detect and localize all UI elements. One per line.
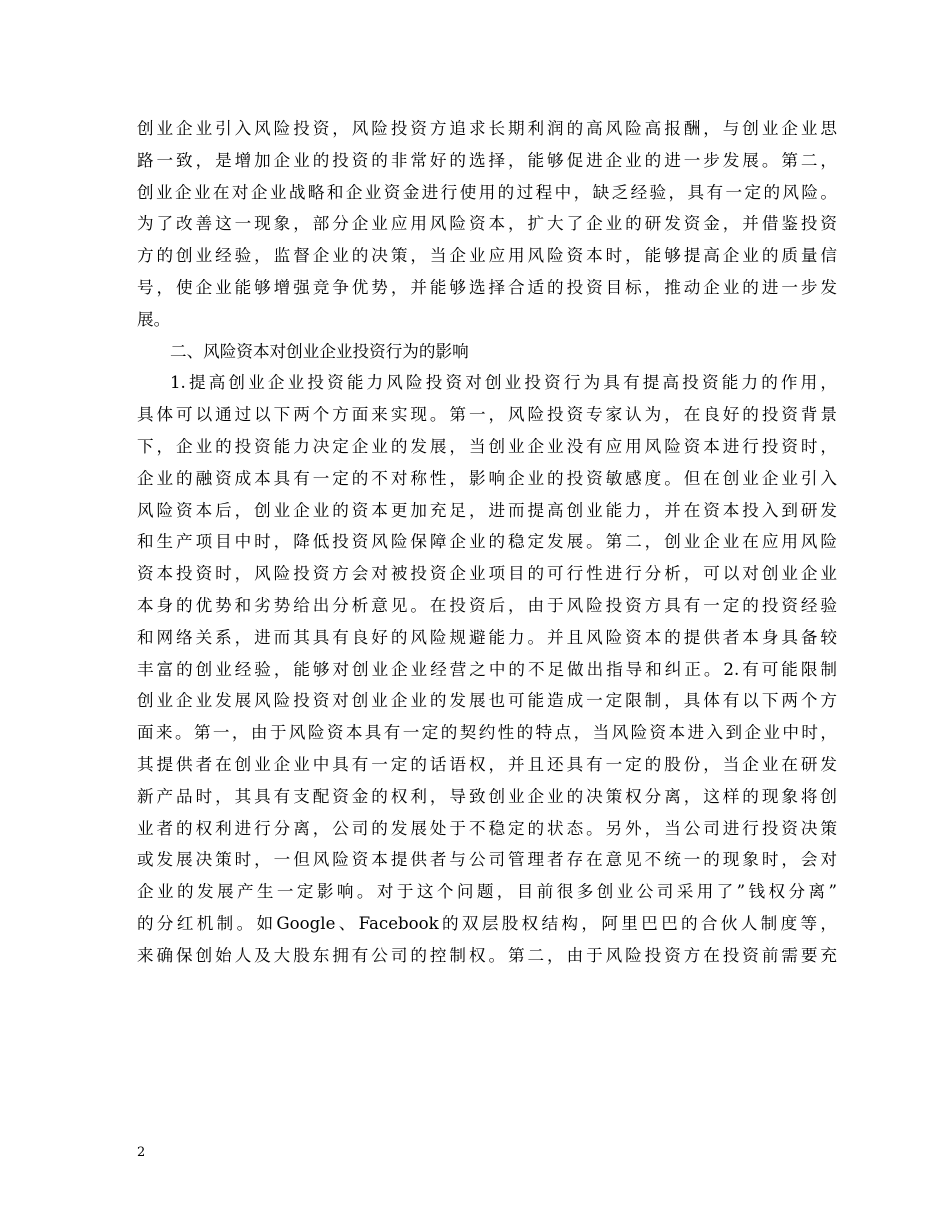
text-line: 资本投资时，风险投资方会对被投资企业项目的可行性进行分析，可以对创业企业: [137, 564, 837, 584]
text-line: 下，企业的投资能力决定企业的发展，当创业企业没有应用风险资本进行投资时，: [137, 436, 837, 456]
text-line: 企业的融资成本具有一定的不对称性，影响企业的投资敏感度。但在创业企业引入: [137, 468, 837, 488]
text-line: 具体可以通过以下两个方面来实现。第一，风险投资专家认为，在良好的投资背景: [137, 405, 837, 425]
text-line: 创业企业发展风险投资对创业企业的发展也可能造成一定限制，具体有以下两个方: [137, 691, 837, 711]
text-line: 来确保创始人及大股东拥有公司的控制权。第二，由于风险投资方在投资前需要充: [137, 945, 837, 965]
text-line: 和网络关系，进而其具有良好的风险规避能力。并且风险资本的提供者本身具备较: [137, 627, 837, 647]
page-number: 2: [137, 1145, 146, 1160]
text-line: 方的创业经验，监督企业的决策，当企业应用风险资本时，能够提高企业的质量信: [137, 246, 837, 266]
text-line: 其提供者在创业企业中具有一定的话语权，并且还具有一定的股份，当企业在研发: [137, 754, 837, 774]
text-line: 丰富的创业经验，能够对创业企业经营之中的不足做出指导和纠正。2.有可能限制: [137, 659, 837, 679]
text-line: 本身的优势和劣势给出分析意见。在投资后，由于风险投资方具有一定的投资经验: [137, 595, 837, 615]
text-line: 新产品时，其具有支配资金的权利，导致创业企业的决策权分离，这样的现象将创: [137, 786, 837, 806]
text-line: 号，使企业能够增强竞争优势，并能够选择合适的投资目标，推动企业的进一步发: [137, 277, 837, 297]
text-line: 为了改善这一现象，部分企业应用风险资本，扩大了企业的研发资金，并借鉴投资: [137, 214, 837, 234]
text-line: 路一致，是增加企业的投资的非常好的选择，能够促进企业的进一步发展。第二，: [137, 150, 837, 170]
text-line: 企业的发展产生一定影响。对于这个问题，目前很多创业公司采用了”钱权分离”: [137, 882, 837, 902]
text-line: 创业企业引入风险投资，风险投资方追求长期利润的高风险高报酬，与创业企业思: [137, 119, 837, 138]
text-line: 的分红机制。如Google、Facebook的双层股权结构，阿里巴巴的合伙人制度等，: [137, 913, 837, 933]
text-line: 和生产项目中时，降低投资风险保障企业的稳定发展。第二，创业企业在应用风险: [137, 532, 837, 552]
text-line: 创业企业在对企业战略和企业资金进行使用的过程中，缺乏经验，具有一定的风险。: [137, 182, 837, 202]
text-line: 展。: [137, 309, 171, 329]
text-line: 面来。第一，由于风险资本具有一定的契约性的特点，当风险资本进入到企业中时，: [137, 723, 837, 743]
section-heading: 二、风险资本对创业企业投资行为的影响: [170, 341, 469, 361]
text-line: 业者的权利进行分离，公司的发展处于不稳定的状态。另外，当公司进行投资决策: [137, 818, 837, 838]
text-line: 风险资本后，创业企业的资本更加充足，进而提高创业能力，并在资本投入到研发: [137, 500, 837, 520]
body-text: [137, 113, 837, 972]
text-line: 或发展决策时，一但风险资本提供者与公司管理者存在意见不统一的现象时，会对: [137, 850, 837, 870]
text-line: 1.提高创业企业投资能力风险投资对创业投资行为具有提高投资能力的作用，: [170, 373, 837, 393]
